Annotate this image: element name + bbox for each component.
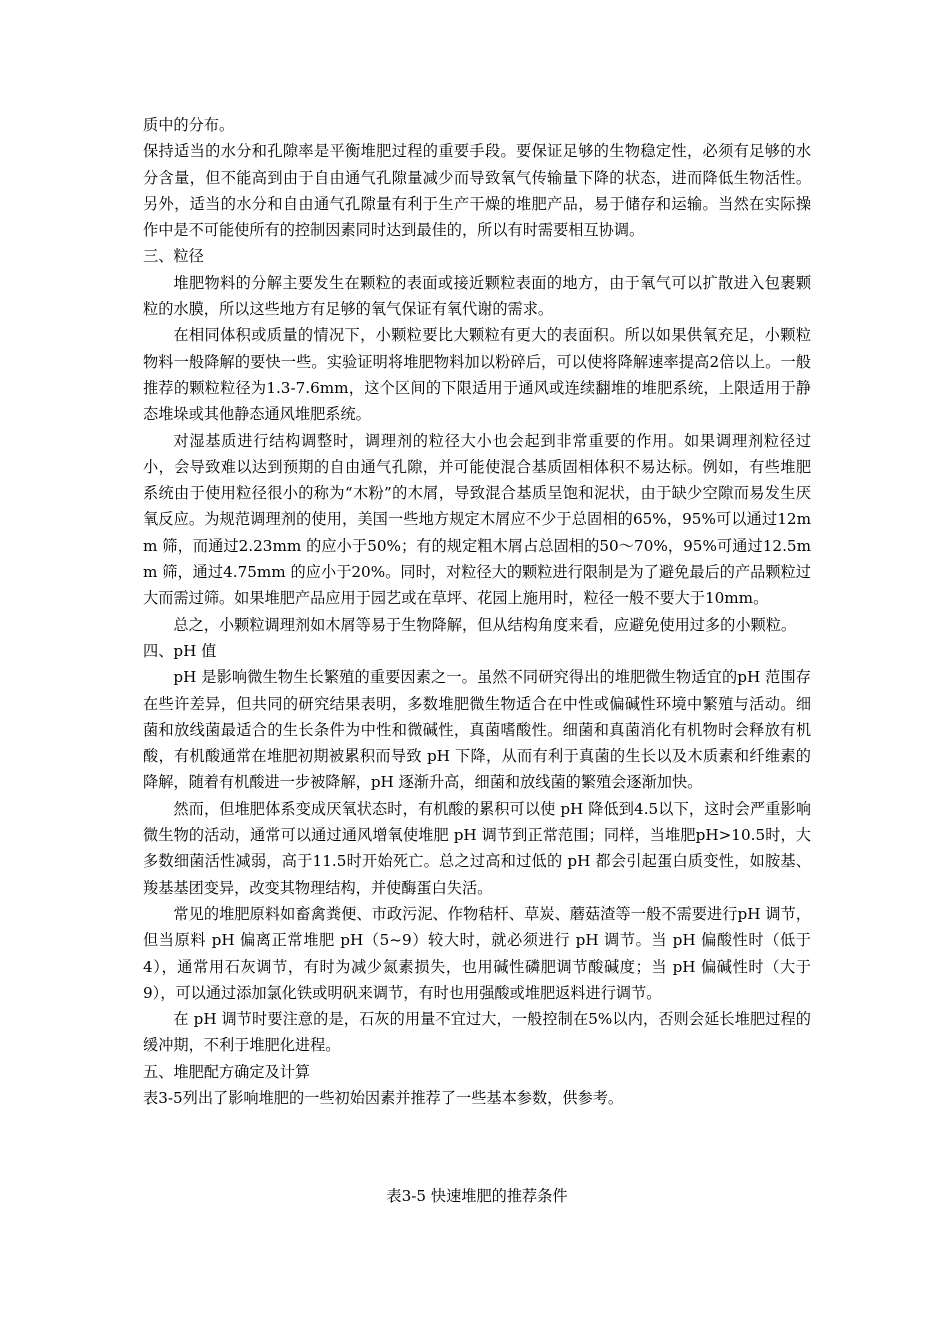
paragraph-conditioner: 对湿基质进行结构调整时，调理剂的粒径大小也会起到非常重要的作用。如果调理剂粒径过小，会导致难以达到预期的自由通气孔隙，并可能使混合基质固相体积不易达标。例如，有些堆肥系统由于使用粒径很小的称为“木粉”的木屑，导致混合基质呈饱和泥状，由于缺少空隙而易发生厌氧反应。为规范调理剂的使用，美国一些地方规定木屑应不少于总固相的65%，95%可以通过12mm 筛，而通过2.23mm 的应小于50%；有的规定粗木屑占总固相的50～70%，95%可通过12.5mm 筛，通过4.75mm 的应小于20%。同时，对粒径大的颗粒进行限制是为了避免最后的产品颗粒过大而需过筛。如果堆肥产品应用于园艺或在草坪、花园上施用时，粒径一般不要大于10mm。 bbox=[143, 431, 811, 608]
paragraph-ph-lime: 在 pH 调节时要注意的是，石灰的用量不宜过大，一般控制在5%以内，否则会延长堆肥过程的缓冲期，不利于堆肥化进程。 bbox=[143, 1010, 811, 1055]
paragraph-ph-adjust: 常见的堆肥原料如畜禽粪便、市政污泥、作物秸杆、草炭、蘑菇渣等一般不需要进行pH 调节，但当原料 pH 偏离正常堆肥 pH（5~9）较大时，就必须进行 pH 调节。当 pH 偏酸性时（低于4），通常用石灰调节，有时为减少氮素损失，也用碱性磷肥调节酸碱度；当 pH 偏碱性时（大于9），可以通过添加氯化铁或明矾来调节，有时也用强酸或堆肥返料进行调节。 bbox=[143, 904, 811, 1002]
paragraph-table-intro: 表3-5列出了影响堆肥的一些初始因素并推荐了一些基本参数，供参考。 bbox=[143, 1088, 624, 1107]
document-body bbox=[143, 112, 811, 1111]
section-heading-particle-size: 三、粒径 bbox=[143, 247, 204, 266]
section-heading-formula: 五、堆肥配方确定及计算 bbox=[143, 1062, 311, 1081]
paragraph-summary: 总之，小颗粒调理剂如木屑等易于生物降解，但从结构角度来看，应避免使用过多的小颗粒。 bbox=[173, 615, 797, 634]
table-caption-wrapper bbox=[143, 1183, 811, 1209]
paragraph-particle-surface: 堆肥物料的分解主要发生在颗粒的表面或接近颗粒表面的地方，由于氧气可以扩散进入包裹颗粒的水膜，所以这些地方有足够的氧气保证有氧代谢的需求。 bbox=[143, 273, 811, 319]
table-caption: 表3-5 快速堆肥的推荐条件 bbox=[386, 1187, 568, 1205]
paragraph-continuation: 质中的分布。 bbox=[143, 116, 235, 134]
paragraph-ph-anaerobic: 然而，但堆肥体系变成厌氧状态时，有机酸的累积可以使 pH 降低到4.5以下，这时会严重影响微生物的活动，通常可以通过通风增氧使堆肥 pH 调节到正常范围；同样，当堆肥pH>10.5时，大多数细菌活性减弱，高于11.5时开始死亡。总之过高和过低的 pH 都会引起蛋白质变性，如胺基、羧基基团变异，改变其物理结构，并使酶蛋白失活。 bbox=[143, 799, 811, 897]
section-heading-ph: 四、pH 值 bbox=[143, 641, 217, 660]
paragraph-particle-area: 在相同体积或质量的情况下，小颗粒要比大颗粒有更大的表面积。所以如果供氧充足，小颗粒物料一般降解的要快一些。实验证明将堆肥物料加以粉碎后，可以使将降解速率提高2倍以上。一般推荐的颗粒粒径为1.3-7.6mm，这个区间的下限适用于通风或连续翻堆的堆肥系统，上限适用于静态堆垛或其他静态通风堆肥系统。 bbox=[143, 326, 811, 424]
paragraph-moisture-porosity: 保持适当的水分和孔隙率是平衡堆肥过程的重要手段。要保证足够的生物稳定性，必须有足够的水分含量，但不能高到由于自由通气孔隙量减少而导致氧气传输量下降的状态，进而降低生物活性。另外，适当的水分和自由通气孔隙量有利于生产干燥的堆肥产品，易于储存和运输。当然在实际操作中是不可能使所有的控制因素同时达到最佳的，所以有时需要相互协调。 bbox=[143, 142, 811, 240]
paragraph-ph-intro: pH 是影响微生物生长繁殖的重要因素之一。虽然不同研究得出的堆肥微生物适宜的pH 范围存在些许差异，但共同的研究结果表明，多数堆肥微生物适合在中性或偏碱性环境中繁殖与活动。细菌和放线菌最适合的生长条件为中性和微碱性，真菌嗜酸性。细菌和真菌消化有机物时会释放有机酸，有机酸通常在堆肥初期被累积而导致 pH 下降，从而有利于真菌的生长以及木质素和纤维素的降解，随着有机酸进一步被降解，pH 逐渐升高，细菌和放线菌的繁殖会逐渐加快。 bbox=[143, 668, 811, 792]
